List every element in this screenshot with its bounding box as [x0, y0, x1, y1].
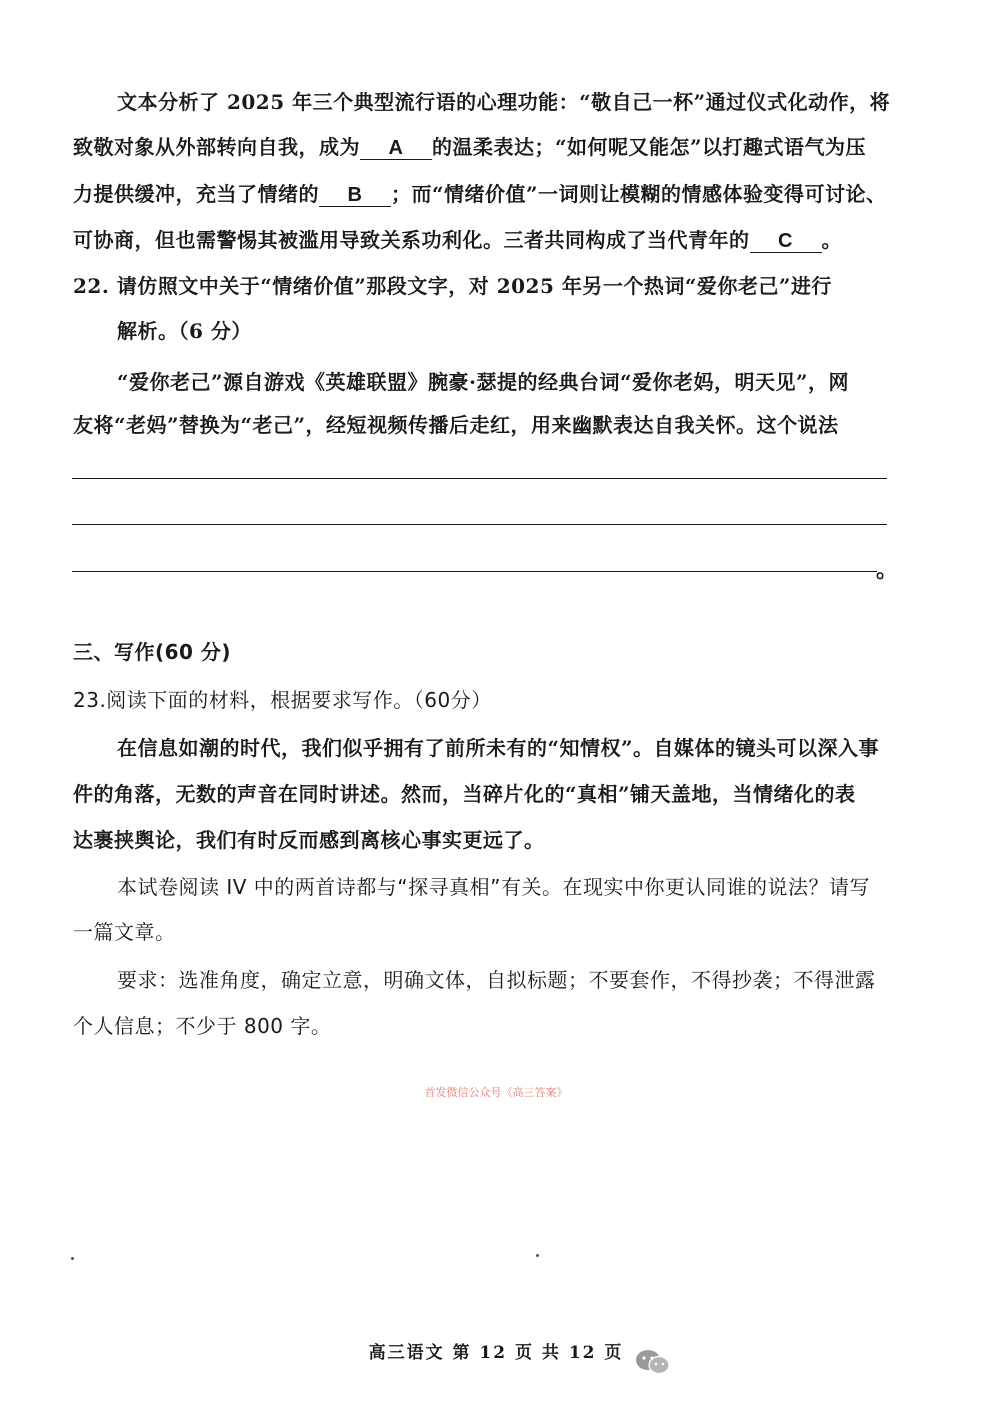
section-heading: 三、写作(60 分)	[73, 640, 232, 664]
q23-prompt: 23.阅读下面的材料，根据要求写作。（60分）	[73, 688, 492, 712]
answer-line-3[interactable]	[72, 571, 877, 572]
answer-line-1[interactable]	[72, 478, 887, 479]
answer-line-2[interactable]	[72, 524, 887, 525]
q21-line-4-post: 。	[821, 228, 842, 252]
q22-prompt-line-1: 22. 请仿照文中关于“情绪价值”那段文字，对 2025 年另一个热词“爱你老己”进行	[73, 274, 832, 298]
requirement-line-2: 个人信息；不少于 800 字。	[73, 1014, 332, 1038]
page-footer: 高三语文 第 12 页 共 12 页	[368, 1343, 624, 1363]
blank-a: A	[360, 137, 432, 160]
q21-line-3-post: ；而“情绪价值”一词则让模糊的情感体验变得可讨论、	[391, 182, 887, 206]
requirement-line-1: 要求：选准角度，确定立意，明确文体，自拟标题；不要套作，不得抄袭；不得泄露	[117, 968, 876, 992]
q21-line-4-pre: 可协商，但也需警惕其被滥用导致关系功利化。三者共同构成了当代青年的	[73, 228, 750, 252]
q21-line-2	[73, 133, 866, 161]
q21-line-3	[73, 180, 887, 208]
q22-passage-line-1: “爱你老己”源自游戏《英雄联盟》腕豪·瑟提的经典台词“爱你老妈，明天见”，网	[117, 370, 849, 394]
q21-line-1: 文本分析了 2025 年三个典型流行语的心理功能：“敬自己一杯”通过仪式化动作，将	[117, 90, 891, 114]
q21-line-3-pre: 力提供缓冲，充当了情绪的	[73, 182, 319, 206]
q22-prompt-line-2: 解析。（6 分）	[117, 319, 252, 343]
watermark: 首发微信公众号《高三答案》	[424, 1086, 568, 1099]
blank-b: B	[319, 184, 391, 207]
q22-passage-line-2: 友将“老妈”替换为“老己”，经短视频传播后走红，用来幽默表达自我关怀。这个说法	[73, 413, 839, 437]
blank-c: C	[750, 230, 822, 253]
q21-line-2-post: 的温柔表达；“如何呢又能怎”以打趣式语气为压	[432, 135, 867, 159]
material-line-3: 达裹挟舆论，我们有时反而感到离核心事实更远了。	[73, 828, 545, 852]
material-line-2: 件的角落，无数的声音在同时讲述。然而，当碎片化的“真相”铺天盖地，当情绪化的表	[73, 782, 856, 806]
wechat-icon	[633, 1347, 673, 1377]
task-line-2: 一篇文章。	[73, 920, 176, 944]
q21-line-2-pre: 致敬对象从外部转向自我，成为	[73, 135, 360, 159]
task-line-1: 本试卷阅读 IV 中的两首诗都与“探寻真相”有关。在现实中你更认同谁的说法？请写	[117, 875, 871, 899]
answer-end-mark: 。	[876, 557, 899, 583]
material-line-1: 在信息如潮的时代，我们似乎拥有了前所未有的“知情权”。自媒体的镜头可以深入事	[117, 736, 880, 760]
q21-line-4	[73, 226, 842, 254]
